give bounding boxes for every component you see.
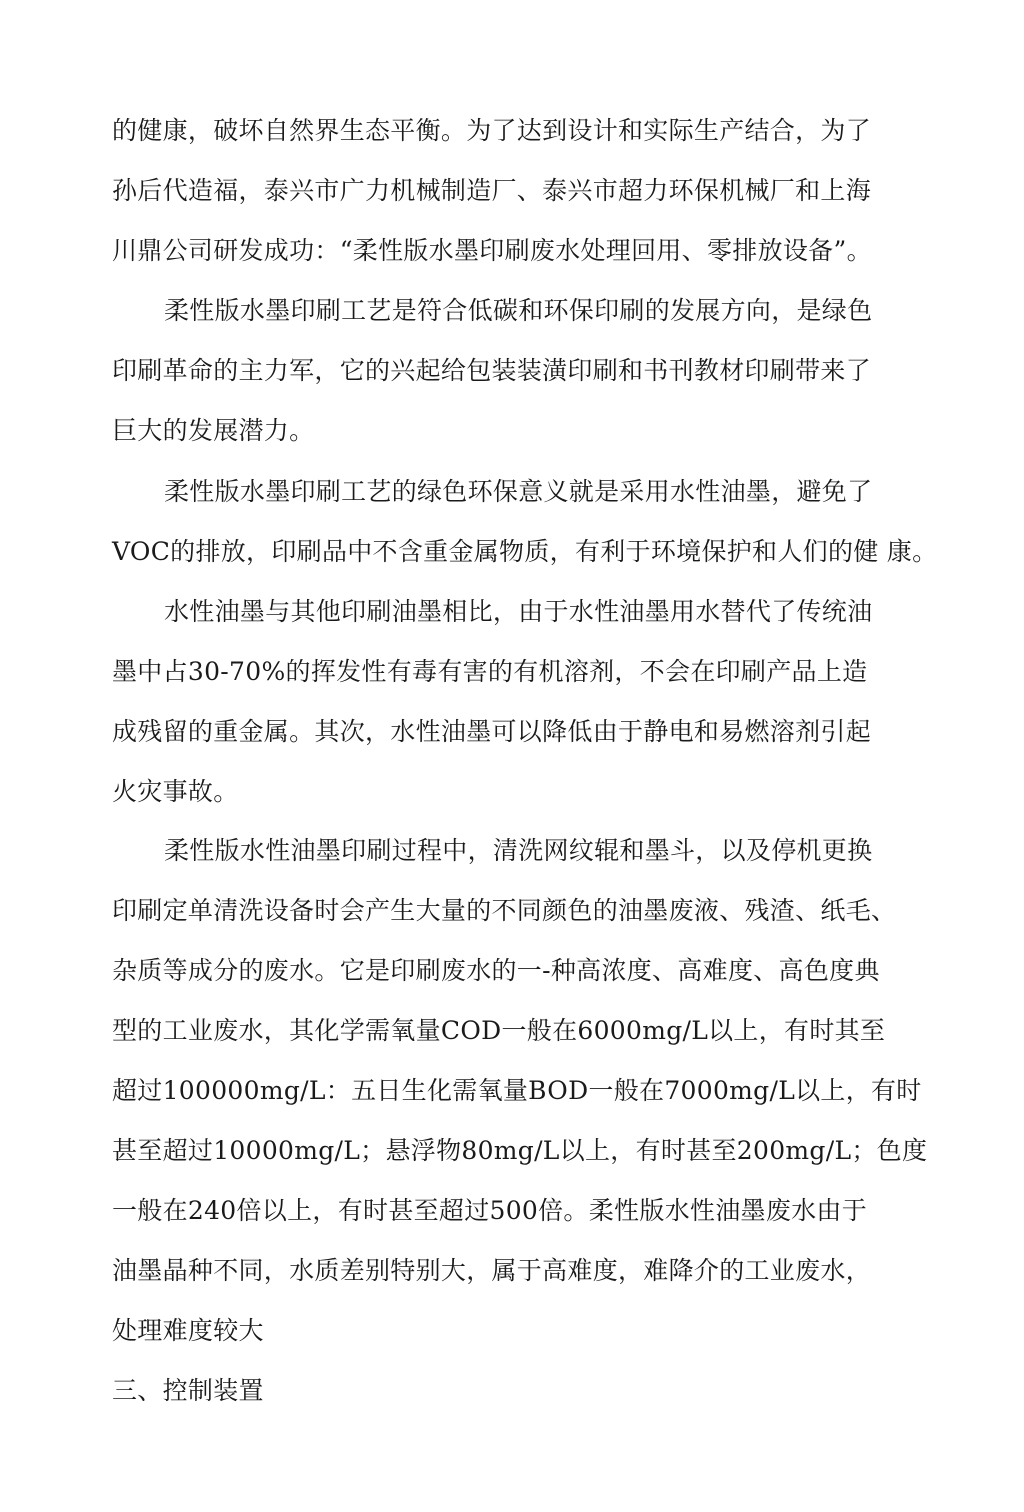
- paragraph-5-line-9: 处理难度较大: [112, 1316, 264, 1345]
- paragraph-2-line-2: 印刷革命的主力军，它的兴起给包装装潢印刷和书刊教材印刷带来了: [112, 356, 872, 385]
- text-line-2: 孙后代造福，泰兴市广力机械制造厂、泰兴市超力环保机械厂和上海: [112, 176, 872, 205]
- paragraph-2-line-1: 柔性版水墨印刷工艺是符合低碳和环保印刷的发展方向，是绿色: [164, 296, 873, 325]
- section-heading: 三、控制装置: [112, 1376, 264, 1405]
- paragraph-2-line-3: 巨大的发展潜力。: [112, 416, 315, 445]
- paragraph-3-line-2: VOC的排放，印刷品中不含重金属物质，有利于环境保护和人们的健 康。: [112, 537, 938, 566]
- paragraph-5-line-6: 甚至超过10000mg/L；悬浮物80mg/L以上，有时甚至200mg/L；色度: [112, 1136, 928, 1165]
- paragraph-5-line-1: 柔性版水性油墨印刷过程中，清洗网纹辊和墨斗，以及停机更换: [164, 836, 873, 865]
- text-line-3: 川鼎公司研发成功：“柔性版水墨印刷废水处理回用、零排放设备”。: [112, 236, 872, 265]
- paragraph-5-line-3: 杂质等成分的废水。它是印刷废水的一-种高浓度、高难度、高色度典: [112, 956, 880, 985]
- paragraph-4-line-4: 火灾事故。: [112, 777, 239, 806]
- paragraph-5-line-4: 型的工业废水，其化学需氧量COD一般在6000mg/L以上，有时其至: [112, 1016, 886, 1045]
- paragraph-4-line-3: 成残留的重金属。其次，水性油墨可以降低由于静电和易燃溶剂引起: [112, 717, 872, 746]
- paragraph-5-line-7: 一般在240倍以上，有时甚至超过500倍。柔性版水性油墨废水由于: [112, 1196, 868, 1225]
- paragraph-3-line-1: 柔性版水墨印刷工艺的绿色环保意义就是采用水性油墨，避免了: [164, 477, 873, 506]
- text-line-1: 的健康，破坏自然界生态平衡。为了达到设计和实际生产结合，为了: [112, 116, 872, 145]
- paragraph-5-line-5: 超过100000mg/L：五日生化需氧量BOD一般在7000mg/L以上，有时: [112, 1076, 922, 1105]
- paragraph-4-line-1: 水性油墨与其他印刷油墨相比，由于水性油墨用水替代了传统油: [164, 597, 873, 626]
- paragraph-5-line-8: 油墨晶种不同，水质差别特别大，属于高难度，难降介的工业废水，: [112, 1256, 872, 1285]
- paragraph-4-line-2: 墨中占30-70%的挥发性有毒有害的有机溶剂，不会在印刷产品上造: [112, 657, 868, 686]
- paragraph-5-line-2: 印刷定单清洗设备时会产生大量的不同颜色的油墨废液、残渣、纸毛、: [112, 896, 897, 925]
